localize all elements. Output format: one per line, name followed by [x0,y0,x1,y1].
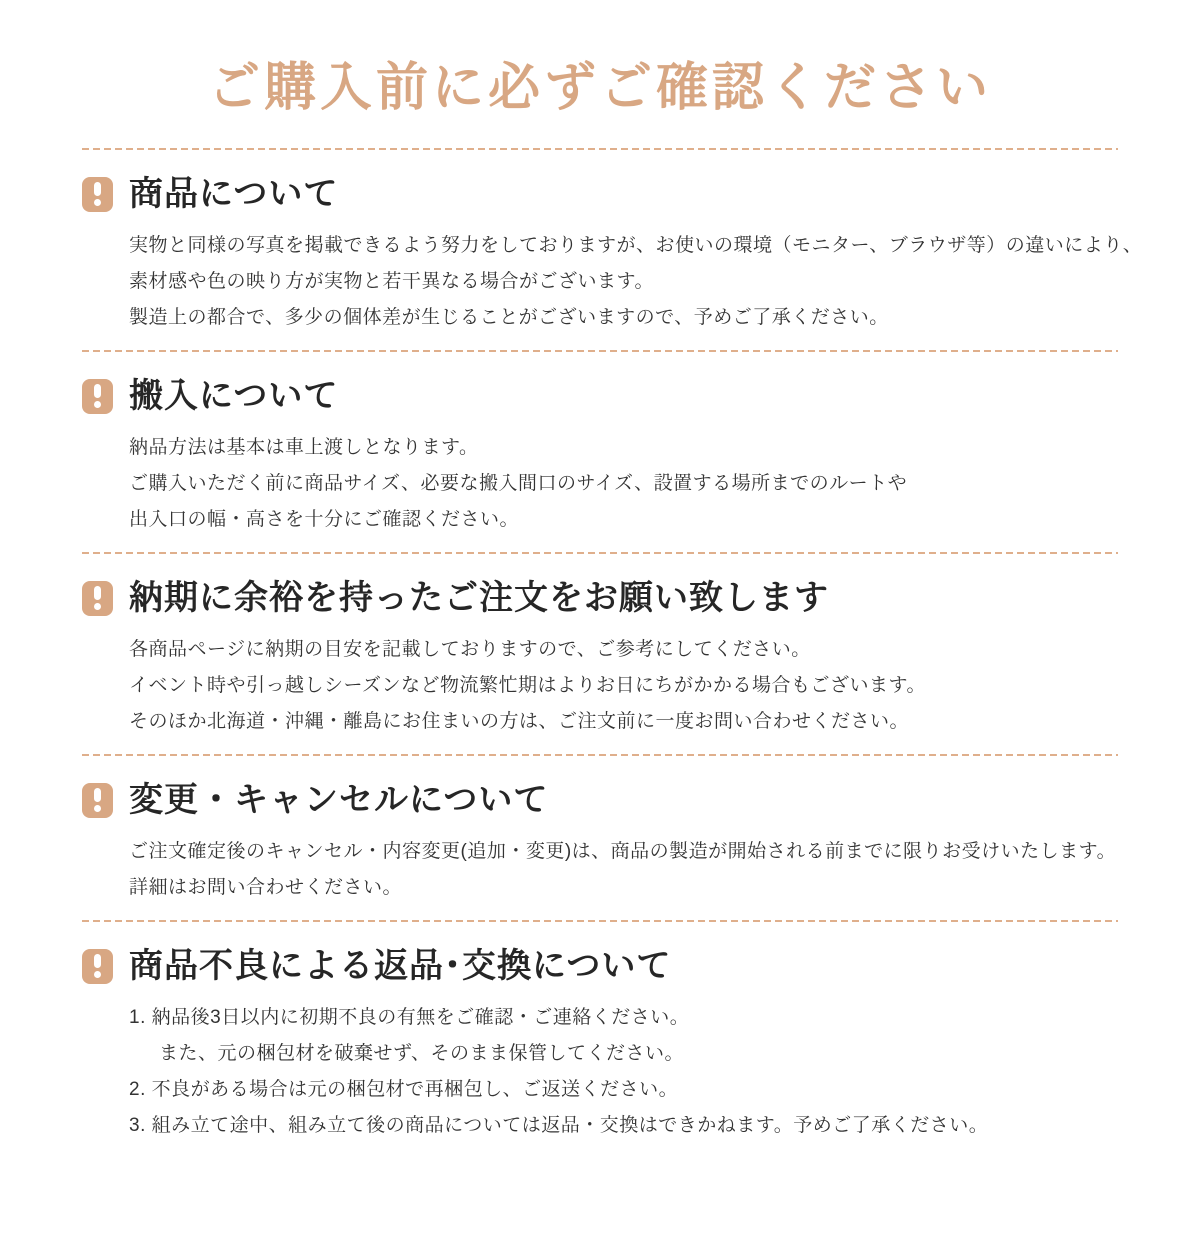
section-heading: 変更・キャンセルについて [129,781,549,819]
exclamation-dot [94,971,101,978]
section-body [129,632,1118,740]
exclamation-bar [94,954,101,968]
body-line: 実物と同様の写真を掲載できるよう努力をしておりますが、お使いの環境（モニター、ブラウザ等）の違いにより、 [129,235,1143,256]
exclamation-bar [94,586,101,600]
exclamation-icon [82,177,113,212]
section-body [129,1000,1118,1144]
body-line: 出入口の幅・高さを十分にご確認ください。 [129,509,520,530]
section-body [129,228,1143,336]
section-heading: 納期に余裕を持ったご注文をお願い致します [129,579,829,617]
body-line: イベント時や引っ越しシーズンなど物流繁忙期はよりお日にちがかかる場合もございます。 [129,675,927,696]
body-line: また、元の梱包材を破棄せず、そのまま保管してください。 [159,1043,684,1064]
body-line: 各商品ページに納期の目安を記載しておりますので、ご参考にしてください。 [129,639,811,660]
section-body [129,834,1118,906]
exclamation-icon [82,783,113,818]
section-heading-row [82,376,1118,416]
section-heading: 商品について [129,175,339,213]
page-title: ご購入前に必ずご確認ください [207,59,992,117]
body-line: ご注文確定後のキャンセル・内容変更(追加・変更)は、商品の製造が開始される前までに限りお受けいたします。 [129,841,1117,862]
body-line: そのほか北海道・沖縄・離島にお住まいの方は、ご注文前に一度お問い合わせください。 [129,711,910,732]
exclamation-dot [94,199,101,206]
body-line: 納品方法は基本は車上渡しとなります。 [129,437,479,458]
body-line: 素材感や色の映り方が実物と若干異なる場合がございます。 [129,271,654,292]
body-line: 2. 不良がある場合は元の梱包材で再梱包し、ご返送ください。 [129,1079,679,1100]
body-line: 3. 組み立て途中、組み立て後の商品については返品・交換はできかねます。予めご了承ください。 [129,1115,989,1136]
section-heading-row [82,946,1118,986]
body-line: 詳細はお問い合わせください。 [129,877,403,898]
exclamation-icon [82,949,113,984]
section-change-cancel [82,756,1118,920]
section-return-exchange [82,922,1118,1158]
section-heading-row [82,578,1118,618]
exclamation-dot [94,401,101,408]
exclamation-icon [82,581,113,616]
body-line: 製造上の都合で、多少の個体差が生じることがございますので、予めご了承ください。 [129,307,889,328]
section-about-product [82,150,1143,350]
section-heading: 商品不良による返品･交換について [129,947,672,985]
body-line: 1. 納品後3日以内に初期不良の有無をご確認・ご連絡ください。 [129,1007,690,1028]
body-line: ご購入いただく前に商品サイズ、必要な搬入間口のサイズ、設置する場所までのルートや [129,473,908,494]
exclamation-dot [94,805,101,812]
exclamation-bar [94,788,101,802]
section-lead-time [82,554,1118,754]
section-heading-row [82,780,1118,820]
exclamation-dot [94,603,101,610]
exclamation-icon [82,379,113,414]
section-body [129,430,1118,538]
section-heading: 搬入について [129,377,339,415]
purchase-notice-page [0,56,1200,1256]
exclamation-bar [94,182,101,196]
section-delivery [82,352,1118,552]
section-heading-row [82,174,1118,214]
exclamation-bar [94,384,101,398]
